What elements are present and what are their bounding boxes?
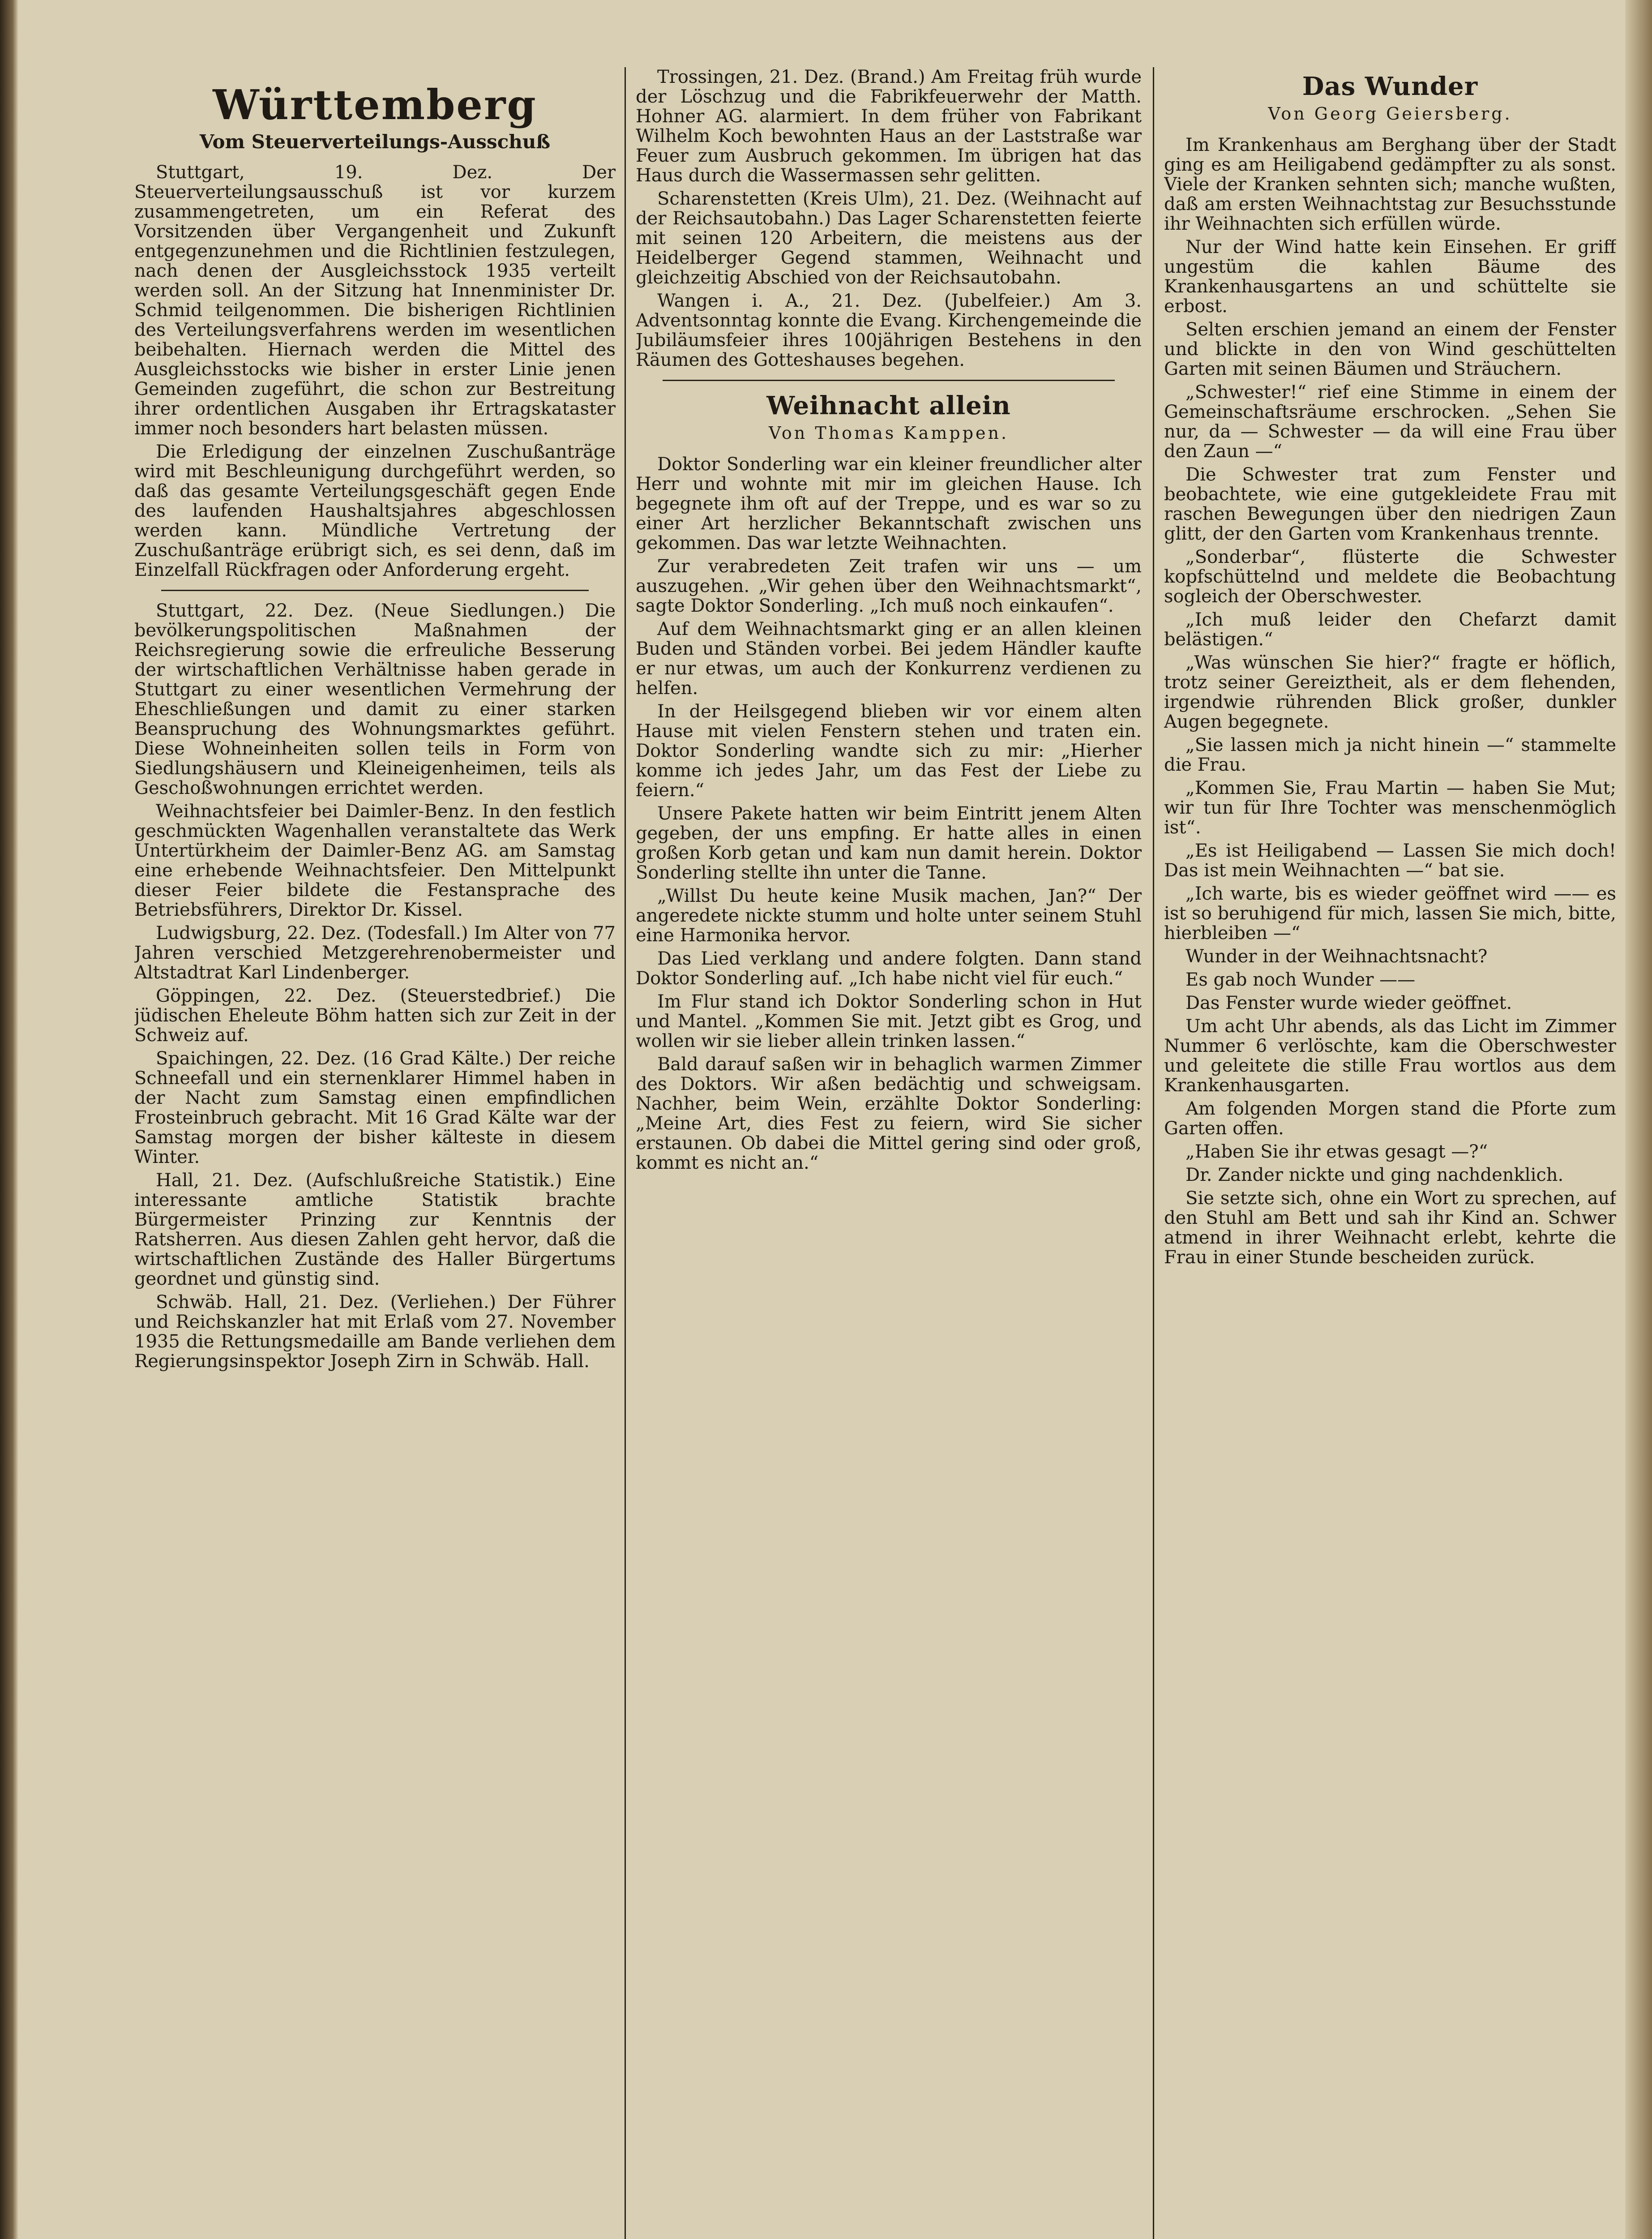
section-headline: Württemberg [213, 81, 537, 129]
article-paragraph: Spaichingen, 22. Dez. (16 Grad Kälte.) Der reiche Schneefall und ein sternenklarer Himmel haben in der Nacht zum Samstag einen empfindlichen Frosteinbruch gebracht. Mit 16 Grad Kälte war der Samstag morgen der bisher kälteste in diesem Winter. [134, 1048, 616, 1167]
story-paragraph: Bald darauf saßen wir in behaglich warmen Zimmer des Doktors. Wir aßen bedächtig und schweigsam. Nachher, beim Wein, erzählte Doktor Sonderling: „Meine Art, dies Fest zu feiern, wird Sie sicher erstaunen. Ob dabei die Mittel gering sind oder groß, kommt es nicht an.“ [636, 1054, 1142, 1173]
column-wuerttemberg [134, 67, 616, 2239]
column-middle [636, 67, 1142, 2239]
page-edge [1625, 0, 1652, 2239]
article-paragraph: Hall, 21. Dez. (Aufschlußreiche Statistik.) Eine interessante amtliche Statistik brachte Bürgermeister Prinzing zur Kenntnis der Ratsherren. Aus diesen Zahlen geht hervor, daß die wirtschaftlichen Zustände des Haller Bürgertums geordnet und günstig sind. [134, 1170, 616, 1289]
story-paragraph: Wunder in der Weihnachtsnacht? [1186, 946, 1488, 967]
book-binding [0, 0, 18, 2239]
story-paragraph: Um acht Uhr abends, als das Licht im Zimmer Nummer 6 verlöschte, kam die Oberschwester und geleitete die stille Frau wortlos aus dem Krankenhausgarten. [1164, 1016, 1616, 1096]
story-paragraph: „Sie lassen mich ja nicht hinein —“ stammelte die Frau. [1164, 735, 1616, 775]
news-item: Wangen i. A., 21. Dez. (Jubelfeier.) Am 3. Adventsonntag konnte die Evang. Kirchengemeinde die Jubiläumsfeier ihres 100jährigen Bestehens in den Räumen des Gotteshauses begehen. [636, 291, 1142, 370]
story-paragraph: „Haben Sie ihr etwas gesagt —?“ [1186, 1141, 1488, 1162]
story-byline: Von Georg Geiersberg. [1268, 104, 1512, 124]
article-paragraph: Weihnachtsfeier bei Daimler-Benz. In den festlich geschmückten Wagenhallen veranstaltete das Werk Untertürkheim der Daimler-Benz AG. am Samstag eine erhebende Weihnachtsfeier. Den Mittelpunkt dieser Feier bildete die Festansprache des Betriebsführers, Direktor Dr. Kissel. [134, 801, 616, 920]
article-paragraph: Göppingen, 22. Dez. (Steuerstedbrief.) Die jüdischen Eheleute Böhm hatten sich zur Zeit in der Schweiz auf. [134, 986, 616, 1046]
story-paragraph: „Schwester!“ rief eine Stimme in einem der Gemeinschaftsräume erschrocken. „Sehen Sie nur, da — Schwester — da will eine Frau über den Zaun —“ [1164, 382, 1616, 462]
story-paragraph: Sie setzte sich, ohne ein Wort zu sprechen, auf den Stuhl am Bett und sah ihr Kind an. Schwer atmend in ihrer Weihnacht erlebt, kehrte die Frau in einer Stunde bescheiden zurück. [1164, 1188, 1616, 1268]
article-paragraph: Die Erledigung der einzelnen Zuschußanträge wird mit Beschleunigung durchgeführt werden, so daß das gesamte Verteilungsgeschäft gegen Ende des laufenden Haushaltsjahres abgeschlossen werden kann. Mündliche Vertretung der Zuschußanträge erübrigt sich, es sei denn, daß im Einzelfall Rückfragen oder Anforderung ergeht. [134, 442, 616, 580]
article-paragraph: Ludwigsburg, 22. Dez. (Todesfall.) Im Alter von 77 Jahren verschied Metzgerehrenobermeister und Altstadtrat Karl Lindenberger. [134, 923, 616, 983]
story-headline: Weihnacht allein [766, 391, 1011, 420]
story-paragraph: Nur der Wind hatte kein Einsehen. Er griff ungestüm die kahlen Bäume des Krankenhausgartens an und schüttelte sie erbost. [1164, 237, 1616, 317]
story-paragraph: Im Flur stand ich Doktor Sonderling schon in Hut und Mantel. „Kommen Sie mit. Jetzt gibt es Grog, und wollen wir sie lieber allein trinken lassen.“ [636, 991, 1142, 1051]
story-paragraph: „Es ist Heiligabend — Lassen Sie mich doch! Das ist mein Weihnachten —“ bat sie. [1164, 841, 1616, 881]
story-paragraph: „Ich warte, bis es wieder geöffnet wird —— es ist so beruhigend für mich, lassen Sie mich, bitte, hierbleiben —“ [1164, 884, 1616, 944]
column-rule [1153, 67, 1154, 2239]
story-paragraph: Zur verabredeten Zeit trafen wir uns — um auszugehen. „Wir gehen über den Weihnachtsmarkt“, sagte Doktor Sonderling. „Ich muß noch einkaufen“. [636, 556, 1142, 616]
article-paragraph: Stuttgart, 22. Dez. (Neue Siedlungen.) Die bevölkerungspolitischen Maßnahmen der Reichsregierung sowie die erfreuliche Besserung der wirtschaftlichen Verhältnisse haben gerade in Stuttgart zu einer wesentlichen Vermehrung der Eheschließungen und damit zu einer starken Beanspruchung des Wohnungsmarktes geführt. Diese Wohneinheiten sollen teils in Form von Siedlungshäusern und Kleineigenheimen, teils als Geschoßwohnungen errichtet werden. [134, 600, 616, 798]
news-item: Scharenstetten (Kreis Ulm), 21. Dez. (Weihnacht auf der Reichsautobahn.) Das Lager Scharenstetten feierte mit seinen 120 Arbeitern, die meistens aus der Heidelberger Gegend stammen, Weihnacht und gleichzeitig Abschied von der Reichsautobahn. [636, 189, 1142, 288]
story-byline: Von Thomas Kamppen. [768, 423, 1009, 443]
story-paragraph: Es gab noch Wunder —— [1186, 969, 1416, 990]
story-paragraph: „Ich muß leider den Chefarzt damit belästigen.“ [1164, 609, 1616, 650]
column-das-wunder [1164, 67, 1616, 2239]
section-subhead: Vom Steuerverteilungs-Ausschuß [199, 131, 551, 153]
divider [663, 380, 1115, 381]
news-item: Trossingen, 21. Dez. (Brand.) Am Freitag früh wurde der Löschzug und die Fabrikfeuerwehr der Matth. Hohner AG. alarmiert. In dem früher von Fabrikant Wilhelm Koch bewohnten Haus an der Laststraße war Feuer zum Ausbruch gekommen. Im übrigen hat das Haus durch die Wassermassen sehr gelitten. [636, 67, 1142, 186]
story-paragraph: Das Lied verklang und andere folgten. Dann stand Doktor Sonderling auf. „Ich habe nicht viel für euch.“ [636, 948, 1142, 989]
divider [161, 590, 589, 591]
story-paragraph: Auf dem Weihnachtsmarkt ging er an allen kleinen Buden und Ständen vorbei. Bei jedem Händler kaufte er nur etwas, um auch der Konkurrenz verdienen zu helfen. [636, 619, 1142, 699]
article-paragraph: Stuttgart, 19. Dez. Der Steuerverteilungsausschuß ist vor kurzem zusammengetreten, um ein Referat des Vorsitzenden über Vergangenheit und Zukunft entgegenzunehmen und die Richtlinien festzulegen, nach denen der Ausgleichsstock 1935 verteilt werden soll. An der Sitzung hat Innenminister Dr. Schmid teilgenommen. Die bisherigen Richtlinien des Verteilungsverfahrens werden im wesentlichen beibehalten. Hiernach werden die Mittel des Ausgleichsstocks wie bisher in erster Linie jenen Gemeinden zugeführt, die schon zur Bestreitung ihrer ordentlichen Ausgaben ihr Ertragskataster immer noch besonders hart belasten müssen. [134, 162, 616, 439]
story-paragraph: „Was wünschen Sie hier?“ fragte er höflich, trotz seiner Gereiztheit, als er dem flehenden, irgendwie rührenden Blick großer, dunkler Augen begegnete. [1164, 652, 1616, 732]
column-rule [625, 67, 626, 2239]
story-paragraph: In der Heilsgegend blieben wir vor einem alten Hause mit vielen Fenstern stehen und traten ein. Doktor Sonderling wandte sich zu mir: „Hierher komme ich jedes Jahr, um das Fest der Liebe zu feiern.“ [636, 701, 1142, 801]
story-paragraph: „Sonderbar“, flüsterte die Schwester kopfschüttelnd und meldete die Beobachtung sogleich der Oberschwester. [1164, 547, 1616, 607]
story-paragraph: Im Krankenhaus am Berghang über der Stadt ging es am Heiligabend gedämpfter zu als sonst. Viele der Kranken sehnten sich; manche wußten, daß am ersten Weihnachtstag zur Besuchsstunde ihr Weihnachten sich erfüllen würde. [1164, 135, 1616, 234]
story-paragraph: Die Schwester trat zum Fenster und beobachtete, wie eine gutgekleidete Frau mit raschen Bewegungen über den niedrigen Zaun glitt, der den Garten vom Krankenhaus trennte. [1164, 464, 1616, 544]
story-paragraph: „Kommen Sie, Frau Martin — haben Sie Mut; wir tun für Ihre Tochter was menschenmöglich ist“. [1164, 778, 1616, 838]
story-paragraph: Selten erschien jemand an einem der Fenster und blickte in den von Wind geschüttelten Garten mit seinen Bäumen und Sträuchern. [1164, 319, 1616, 379]
story-paragraph: Doktor Sonderling war ein kleiner freundlicher alter Herr und wohnte mit mir im gleichen Hause. Ich begegnete ihm oft auf der Treppe, und es war so zu einer Art herzlicher Bekanntschaft zwischen uns gekommen. Das war letzte Weihnachten. [636, 454, 1142, 553]
story-paragraph: Unsere Pakete hatten wir beim Eintritt jenem Alten gegeben, der uns empfing. Er hatte alles in einen großen Korb getan und kam nun damit herein. Doktor Sonderling stellte ihn unter die Tanne. [636, 803, 1142, 883]
story-paragraph: „Willst Du heute keine Musik machen, Jan?“ Der angeredete nickte stumm und holte unter seinem Stuhl eine Harmonika hervor. [636, 886, 1142, 946]
story-paragraph: Das Fenster wurde wieder geöffnet. [1186, 993, 1512, 1013]
story-paragraph: Dr. Zander nickte und ging nachdenklich. [1186, 1165, 1564, 1185]
article-paragraph: Schwäb. Hall, 21. Dez. (Verliehen.) Der Führer und Reichskanzler hat mit Erlaß vom 27. November 1935 die Rettungsmedaille am Bande verliehen dem Regierungsinspektor Joseph Zirn in Schwäb. Hall. [134, 1292, 616, 1372]
story-paragraph: Am folgenden Morgen stand die Pforte zum Garten offen. [1164, 1098, 1616, 1139]
story-headline: Das Wunder [1302, 72, 1478, 101]
